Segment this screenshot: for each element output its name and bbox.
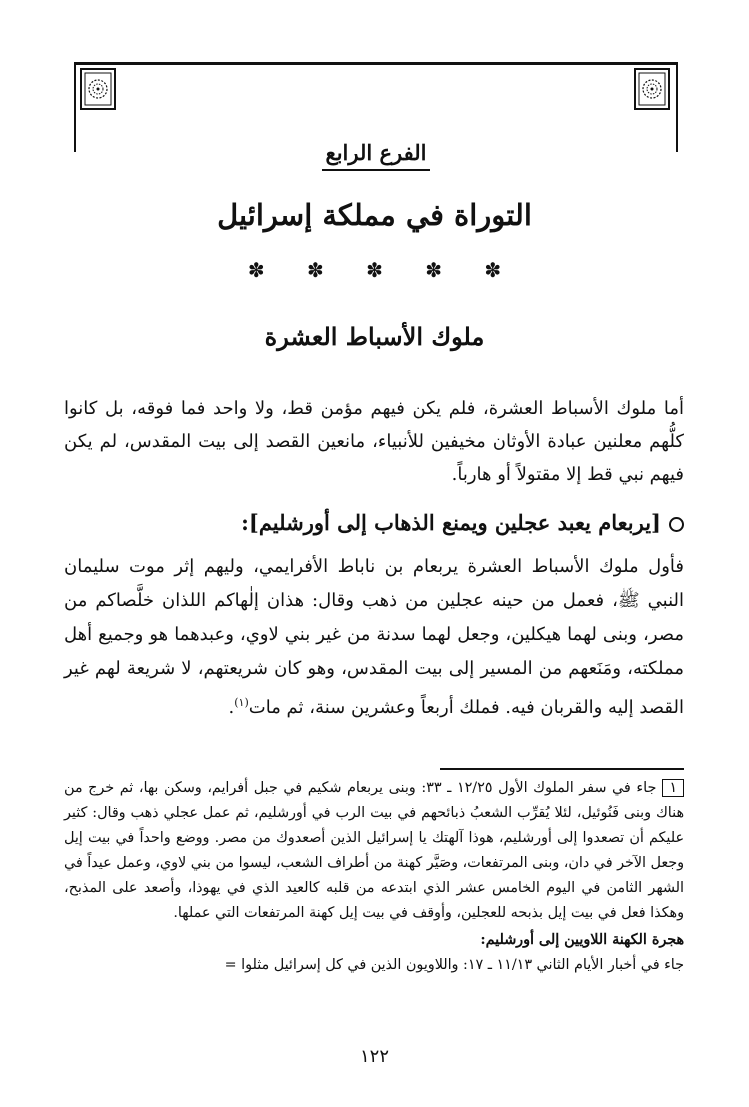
section-heading	[64, 510, 684, 535]
footnote-1	[64, 776, 684, 926]
footnote-heading: هجرة الكهنة اللاويين إلى أورشليم:	[480, 932, 684, 948]
footnote-ref: (١)	[234, 696, 249, 709]
footnote-rule	[440, 768, 684, 770]
page-number: ١٢٢	[359, 1046, 389, 1067]
chapter-title: التوراة في مملكة إسرائيل	[217, 198, 532, 232]
section-label-text: الفرع الرابع	[322, 140, 431, 171]
footnote-number: ١	[662, 779, 684, 797]
section-heading-text: [يربعام يعبد عجلين ويمنع الذهاب إلى أورشليم]:	[241, 510, 661, 535]
ornament-icon	[80, 68, 116, 110]
intro-paragraph: أما ملوك الأسباط العشرة، فلم يكن فيهم مؤمن قط، ولا واحد فما فوقه، بل كانوا كلُّهم معلنين عبادة الأوثان مخيفين للأنبياء، مانعين القصد إلى بيت المقدس، لم يكن فيهم نبي قط إلا مقتولاً أو هارباً.	[64, 398, 684, 485]
page-frame	[74, 62, 678, 152]
footnotes	[64, 776, 684, 978]
footnote-text-2: جاء في أخبار الأيام الثاني ١١/١٣ ـ ١٧: واللاويون الذين في كل إسرائيل مثلوا =	[224, 957, 684, 973]
circle-bullet-icon	[669, 517, 684, 532]
body-end: .	[228, 697, 235, 718]
ornament-icon	[634, 68, 670, 110]
body-text: فأول ملوك الأسباط العشرة يربعام بن ناباط الأفرايمي، وليهم إثر موت سليمان النبي ﷺ، فعمل من حينه عجلين من ذهب وقال: هذان إلٰهاكم اللذان خلَّصاكم من مصر، وبنى لهما هيكلين، وجعل لهما سدنة من غير بني لاوي، وعبدهما هو وجميع أهل مملكته، ومَنَعهم من المسير إلى بيت المقدس، وهو كان شريعتهم، لا شريعة لهم غير القصد إليه والقربان فيه. فملك أربعاً وعشرين سنة، ثم مات	[64, 556, 684, 718]
section-label	[74, 140, 678, 171]
footnote-text: جاء في سفر الملوك الأول ١٢/٢٥ ـ ٣٣: وبنى يربعام شكيم في جبل أفرايم، وسكن بها، ثم خرج من هناك وبنى فَنُوئيل، لئلا يُقرِّب الشعبُ ذبائحهم في بيت الرب في أورشليم، ثم عمل عجلي ذهب وقال: كثير عليكم أن تصعدوا إلى أورشليم، هوذا آلهتك يا إسرائيل الذين أصعدوك من مصر. ووضع واحداً في بيت إيل وجعل الآخر في دان، وبنى المرتفعات، وصَيَّر كهنة من أطراف الشعب، ليسوا من بني لاوي، وعمل عيداً في الشهر الثامن في اليوم الخامس عشر الذي ابتدعه من قلبه كالعيد الذي في يهوذا، وأصعد على المذبح، وهكذا فعل في بيت إيل بذبحه للعجلين، وأوقف في بيت إيل كهنة المرتفعات التي عملها.	[64, 780, 684, 921]
stars-divider: ✽ ✽ ✽ ✽ ✽	[247, 258, 520, 282]
subtitle: ملوك الأسباط العشرة	[264, 322, 485, 351]
body-paragraph	[64, 550, 684, 725]
